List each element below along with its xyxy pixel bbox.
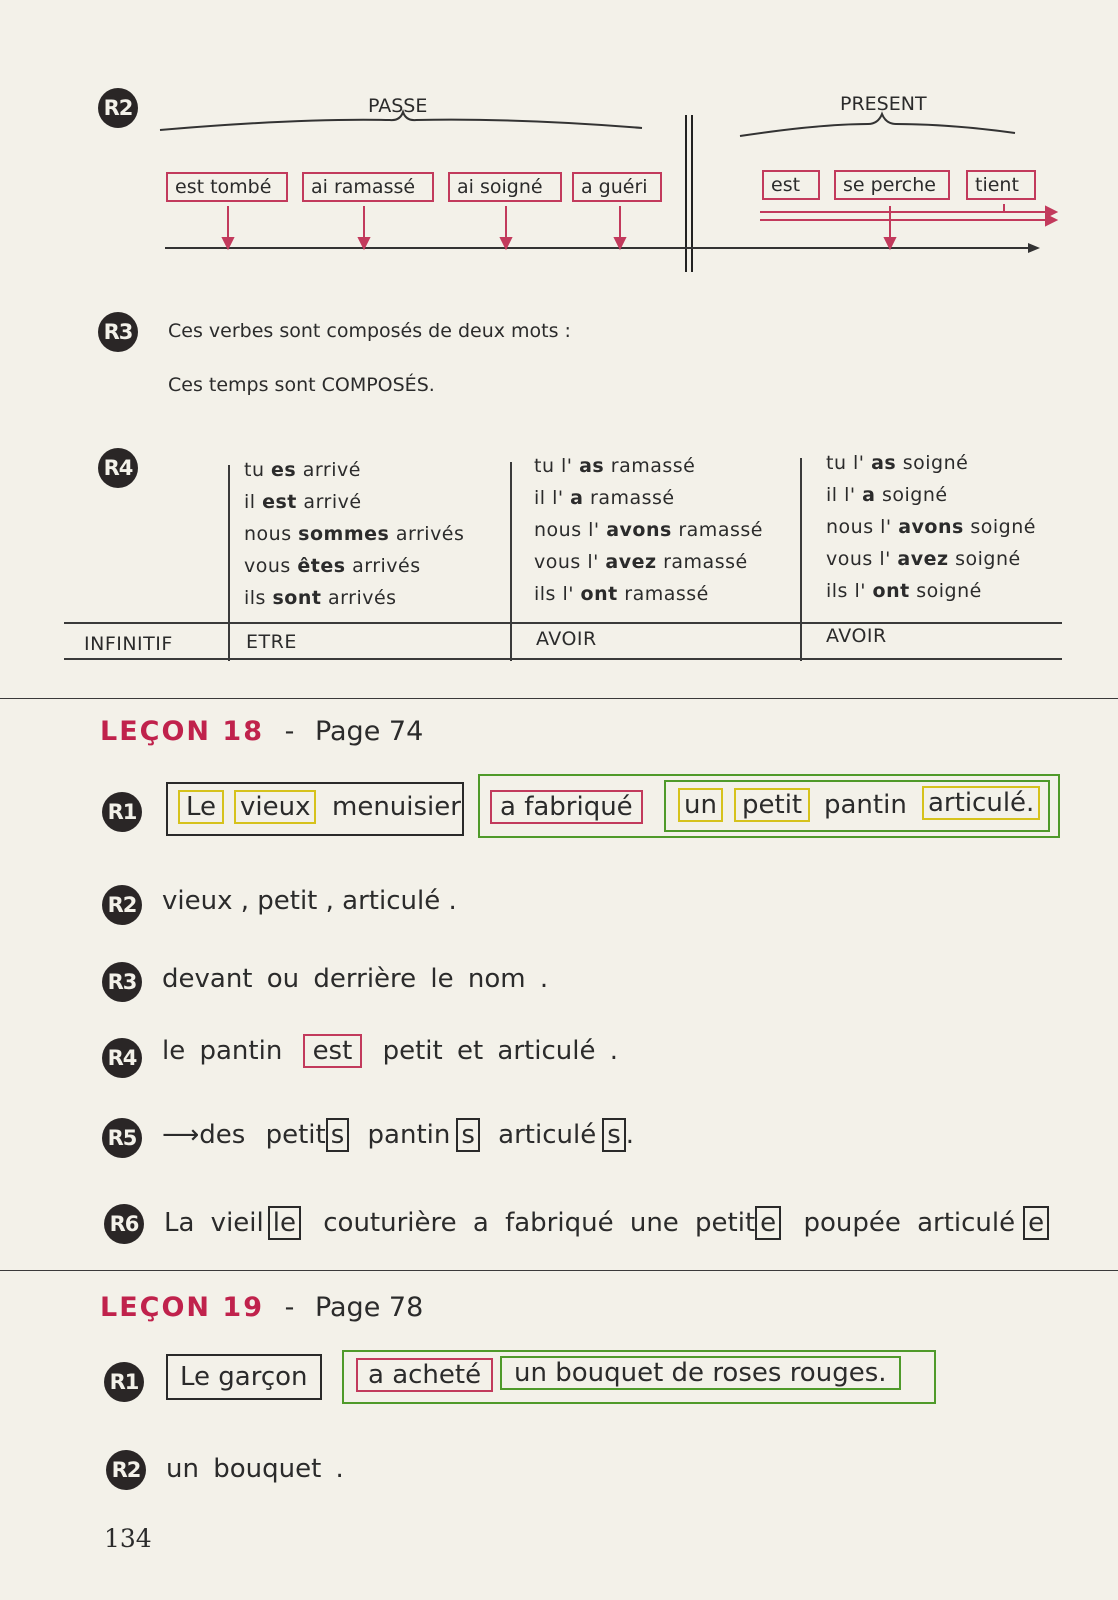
l18-r4-est: est [303, 1034, 363, 1068]
conj-row: tu l' as ramassé [534, 455, 696, 477]
r2-top-badge: R2 [98, 88, 138, 128]
l19-r2-text: un bouquet . [166, 1454, 344, 1484]
conj-row: ils l' ont ramassé [534, 583, 709, 605]
feminine-e-box: e [1023, 1206, 1049, 1240]
conj-row: il est arrivé [244, 491, 362, 513]
l18-r1-pantin: pantin [824, 790, 907, 820]
infinitive-avoir-2: AVOIR [826, 625, 887, 647]
passe-label: PASSE [368, 95, 428, 117]
verb-ai-soigne: ai soigné [448, 172, 562, 202]
conj-row: il l' a ramassé [534, 487, 675, 509]
conj-row: il l' a soigné [826, 484, 948, 506]
present-label: PRESENT [840, 93, 927, 115]
l18-r1-menuisier: menuisier [332, 792, 461, 822]
l18-r4-line: le pantin est petit et articulé . [162, 1036, 618, 1066]
infinitive-etre: ETRE [246, 631, 297, 653]
timeline-diagram [0, 0, 1118, 290]
lecon19-page: Page 78 [314, 1292, 424, 1323]
conjugation-col-avoir-soigne [826, 447, 1036, 607]
conjugation-col-avoir-ramasse [534, 450, 763, 610]
l19-r2-badge: R2 [106, 1450, 146, 1490]
l18-r1-un: un [678, 788, 723, 822]
lecon18-heading: LEÇON 18 - Page 74 [100, 716, 424, 747]
time-axis-arrow [1028, 243, 1040, 253]
l19-r1-badge: R1 [104, 1362, 144, 1402]
l19-r1-object: un bouquet de roses rouges. [500, 1356, 901, 1390]
conj-row: nous l' avons ramassé [534, 519, 763, 541]
verb-tient: tient [966, 170, 1036, 200]
passe-brace [160, 112, 642, 130]
conj-row: tu l' as soigné [826, 452, 969, 474]
conj-row: ils l' ont soigné [826, 580, 982, 602]
l18-r3-badge: R3 [102, 962, 142, 1002]
verb-a-gueri: a guéri [572, 172, 662, 202]
lecon18-page: Page 74 [314, 716, 424, 747]
verb-se-perche: se perche [834, 170, 950, 200]
l18-r5-badge: R5 [102, 1118, 142, 1158]
infinitif-label: INFINITIF [84, 633, 173, 655]
conj-row: tu es arrivé [244, 459, 361, 481]
l18-r3-text: devant ou derrière le nom . [162, 964, 549, 994]
plural-s-box: s [602, 1118, 626, 1152]
plural-s-box: s [326, 1118, 350, 1152]
l18-r4-badge: R4 [102, 1038, 142, 1078]
l19-r1-subject: Le garçon [166, 1354, 322, 1400]
l18-r6-badge: R6 [104, 1204, 144, 1244]
table-col-divider-1 [228, 465, 230, 661]
l19-r1-verb: a acheté [356, 1358, 493, 1392]
table-col-divider-2 [510, 462, 512, 661]
l18-r1-verb: a fabriqué [490, 790, 643, 824]
present-brace [740, 114, 1015, 136]
l18-r1-badge: R1 [102, 792, 142, 832]
lecon19-heading: LEÇON 19 - Page 78 [100, 1292, 424, 1323]
lecon19-title: LEÇON 19 [100, 1292, 264, 1323]
lecon18-title: LEÇON 18 [100, 716, 264, 747]
verb-est-tombe: est tombé [166, 172, 288, 202]
l18-r2-text: vieux , petit , articulé . [162, 886, 457, 916]
verb-ai-ramasse: ai ramassé [302, 172, 434, 202]
r3-line2: Ces temps sont COMPOSÉS. [168, 374, 435, 396]
l18-r6-line: La vieil le couturière a fabriqué une petit e poupée articulé e [164, 1206, 1049, 1240]
r4-top-badge: R4 [98, 448, 138, 488]
page-number: 134 [104, 1524, 152, 1553]
conj-row: ils sont arrivés [244, 587, 397, 609]
l18-r1-petit: petit [734, 788, 810, 822]
r3-line1: Ces verbes sont composés de deux mots : [168, 320, 571, 342]
table-col-divider-3 [800, 458, 802, 661]
conj-row: vous l' avez soigné [826, 548, 1021, 570]
arrow-icon: ⟶ [162, 1120, 200, 1150]
feminine-le-box: le [268, 1206, 301, 1240]
section-divider-1 [0, 698, 1118, 699]
verb-est: est [762, 170, 820, 200]
conj-row: vous l' avez ramassé [534, 551, 748, 573]
plural-s-box: s [456, 1118, 480, 1152]
l18-r2-badge: R2 [102, 885, 142, 925]
conjugation-col-etre [244, 454, 464, 614]
conj-row: nous l' avons soigné [826, 516, 1036, 538]
feminine-e-box: e [755, 1206, 781, 1240]
table-rule-bottom [64, 658, 1062, 660]
infinitive-avoir-1: AVOIR [536, 628, 597, 650]
l18-r1-vieux: vieux [234, 790, 316, 824]
l18-r1-articule: articulé. [922, 786, 1040, 820]
l18-r5-line: ⟶des petit s pantin s articulé s . [162, 1120, 635, 1150]
conj-row: nous sommes arrivés [244, 523, 465, 545]
section-divider-2 [0, 1270, 1118, 1271]
l18-r1-le: Le [178, 790, 224, 824]
r3-top-badge: R3 [98, 312, 138, 352]
conj-row: vous êtes arrivés [244, 555, 421, 577]
